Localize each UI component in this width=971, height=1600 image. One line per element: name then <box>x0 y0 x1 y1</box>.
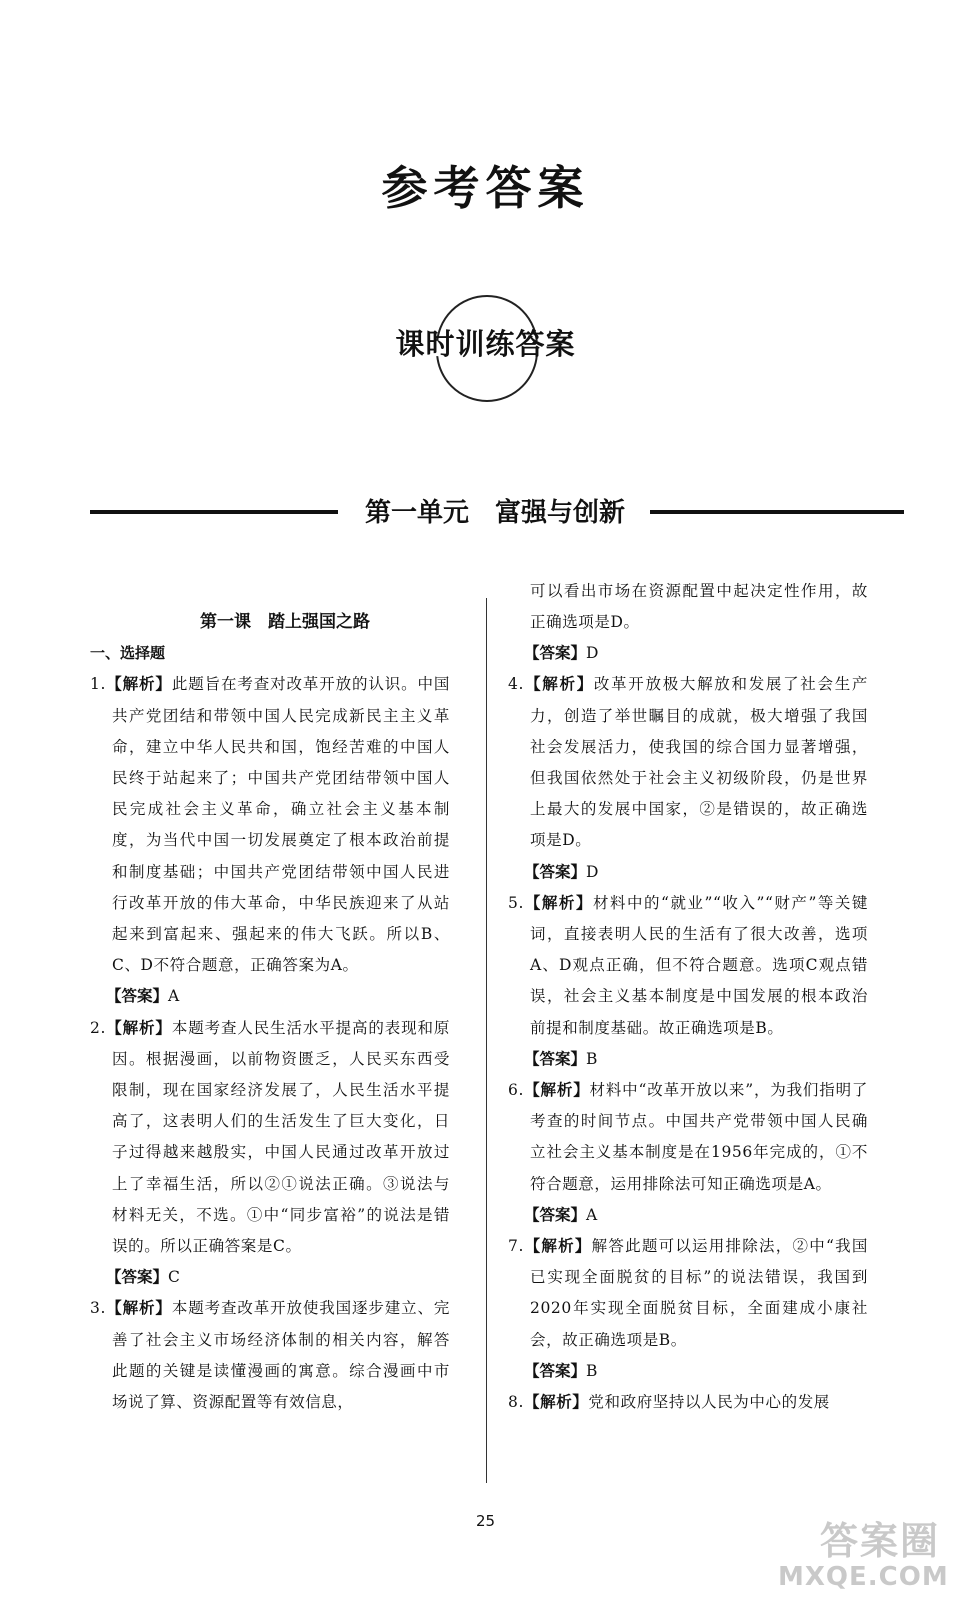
answer-tag: 【答案】 <box>524 1361 587 1380</box>
analysis-tag: 【解析】 <box>106 675 172 694</box>
answer-tag: 【答案】 <box>524 1049 587 1068</box>
answer-tag: 【答案】 <box>106 1268 169 1287</box>
main-title: 参考答案 <box>381 161 590 215</box>
section-label: 一、选择题 <box>90 644 166 663</box>
watermark-url: MXQE.COM <box>778 1562 949 1592</box>
analysis-tag: 【解析】 <box>524 1081 590 1100</box>
analysis-text: 材料中“改革开放以来”，为我们指明了考查的时间节点。中国共产党带领中国人民确立社会主义基本制度是在1956年完成的，①不符合题意，运用排除法可知正确选项是A。 <box>530 1081 868 1193</box>
question-number: 6. <box>508 1081 524 1100</box>
answer-tag: 【答案】 <box>106 987 169 1006</box>
question-item <box>508 1231 868 1356</box>
question-item <box>508 888 868 1044</box>
analysis-text: 党和政府坚持以人民为中心的发展 <box>588 1393 830 1412</box>
column-divider <box>486 598 487 1483</box>
question-item <box>508 1075 868 1200</box>
page-number: 25 <box>475 1512 496 1530</box>
answer-line <box>90 981 450 1012</box>
analysis-text: 本题考查改革开放使我国逐步建立、完善了社会主义市场经济体制的相关内容，解答此题的关键是读懂漫画的寓意。综合漫画中市场说了算、资源配置等有效信息， <box>112 1299 451 1412</box>
answer-line <box>508 1356 868 1387</box>
unit-rule-left <box>90 510 338 514</box>
watermark-logo: 答案圈 <box>820 1519 941 1563</box>
answer-tag: 【答案】 <box>524 644 587 663</box>
question-item <box>90 1293 450 1418</box>
answer-value: D <box>586 862 599 881</box>
right-column <box>508 581 868 1418</box>
analysis-text: 材料中的“就业”“收入”“财产”等关键词，直接表明人民的生活有了很大改善，选项A、D观点正确，但不符合题意。选项C观点错误，社会主义基本制度是中国发展的根本政治前提和制度基础。故正确选项是B。 <box>530 893 868 1037</box>
answer-tag: 【答案】 <box>524 862 587 881</box>
unit-rule-right <box>650 510 904 514</box>
answer-line <box>508 857 868 888</box>
question-item <box>90 1013 450 1263</box>
analysis-tag: 【解析】 <box>524 1393 589 1412</box>
analysis-text: 解答此题可以运用排除法，②中“我国已实现全面脱贫的目标”的说法错误，我国到2020年实现全面脱贫目标，全面建成小康社会，故正确选项是B。 <box>530 1237 868 1349</box>
answer-value: A <box>168 987 180 1006</box>
analysis-text: 本题考查人民生活水平提高的表现和原因。根据漫画，以前物资匮乏，人民买东西受限制，现在国家经济发展了，人民生活水平提高了，这表明人们的生活发生了巨大变化，日子过得越来越殷实，中国人民通过改革开放过上了幸福生活，所以②①说法正确。③说法与材料无关，不选。①中“同步富裕”的说法是错误的。所以正确答案是C。 <box>112 1018 451 1256</box>
question-number: 2. <box>90 1018 106 1037</box>
question-number: 3. <box>90 1299 106 1318</box>
lesson-title: 第一课 踏上强国之路 <box>200 612 370 632</box>
analysis-tag: 【解析】 <box>524 675 594 694</box>
answer-value: A <box>586 1205 598 1224</box>
answer-value: B <box>586 1049 598 1068</box>
answer-line <box>508 638 868 669</box>
question-item <box>508 1387 868 1418</box>
answer-value: C <box>168 1268 180 1287</box>
question-number: 7. <box>508 1237 524 1256</box>
answer-value: D <box>586 644 599 663</box>
unit-title: 第一单元 富强与创新 <box>364 498 625 528</box>
subtitle: 课时训练答案 <box>395 327 576 361</box>
analysis-tag: 【解析】 <box>106 1299 172 1318</box>
answer-value: B <box>586 1361 598 1380</box>
answer-line <box>90 1262 450 1293</box>
question-number: 1. <box>90 675 106 694</box>
question-item <box>508 669 868 856</box>
question-number: 5. <box>508 893 524 912</box>
question-item <box>90 669 450 981</box>
answer-line <box>508 1200 868 1231</box>
left-column <box>90 607 450 1418</box>
question-number: 4. <box>508 675 524 694</box>
analysis-tag: 【解析】 <box>524 1237 592 1256</box>
unit-heading <box>90 492 904 532</box>
question-number: 8. <box>508 1393 524 1412</box>
answer-line <box>508 1044 868 1075</box>
analysis-text: 改革开放极大解放和发展了社会生产力，创造了举世瞩目的成就，极大增强了我国社会发展活力，使我国的综合国力显著增强，但我国依然处于社会主义初级阶段，仍是世界上最大的发展中国家，②是错误的，故正确选项是D。 <box>530 675 868 850</box>
analysis-text: 此题旨在考查对改革开放的认识。中国共产党团结和带领中国人民完成新民主主义革命，建立中华人民共和国，饱经苦难的中国人民终于站起来了；中国共产党团结带领中国人民完成社会主义革命，确立社会主义基本制度，为当代中国一切发展奠定了根本政治前提和制度基础；中国共产党团结带领中国人民进行改革开放的伟大革命，中华民族迎来了从站起来到富起来、强起来的伟大飞跃。所以B、C、D不符合题意，正确答案为A。 <box>112 675 451 975</box>
analysis-continuation: 可以看出市场在资源配置中起决定性作用，故正确选项是D。 <box>530 581 868 632</box>
analysis-tag: 【解析】 <box>106 1018 172 1037</box>
answer-tag: 【答案】 <box>524 1205 587 1224</box>
analysis-tag: 【解析】 <box>524 893 593 912</box>
